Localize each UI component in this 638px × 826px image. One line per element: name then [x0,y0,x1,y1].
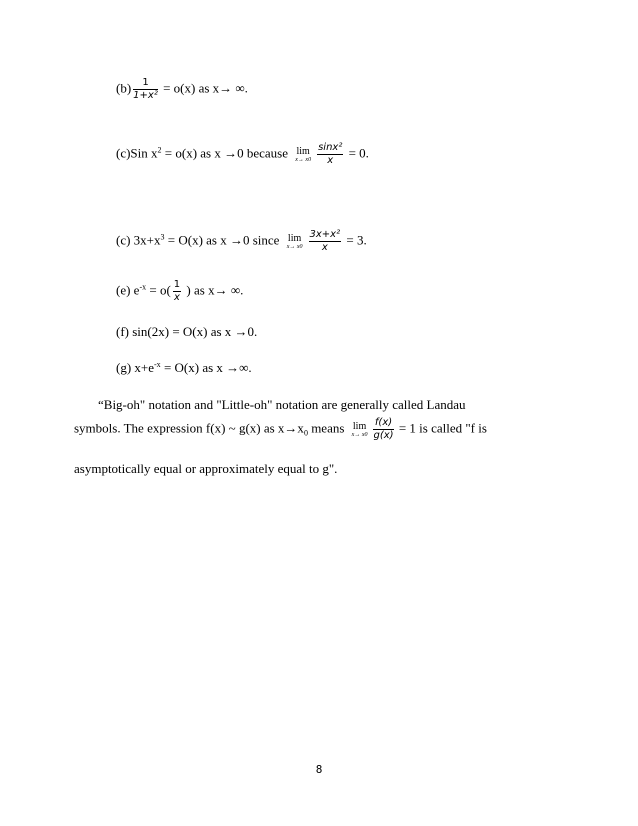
item-e-frac-den: x [174,292,180,303]
item-c1-rest: = o(x) as x →0 because [161,145,292,161]
paragraph-line-1-text: “Big-oh" notation and "Little-oh" notation are generally called Landau [98,397,466,412]
paragraph-frac-num: f(x) [374,417,393,428]
item-c2-fraction [309,230,342,253]
item-b-label: (b) [116,80,132,96]
paragraph-line-3 [74,462,554,475]
paragraph-line-2-a: symbols. The expression f(x) ~ g(x) as x→x [74,420,304,436]
item-f-text: (f) sin(2x) = O(x) as x →0. [116,324,258,339]
item-c2-rest: = O(x) as x →0 since [164,232,283,248]
paragraph-line-2 [74,418,554,441]
item-c2-lim-sub: x→ x0 [286,243,303,250]
item-c2-lim-word: lim [287,232,302,244]
item-f [116,325,257,338]
item-g-rest: = O(x) as x →∞. [160,360,252,375]
paragraph-line-2-c: = 1 is called "f is [395,420,487,436]
item-c2-frac-num: 3x+x² [309,229,341,240]
item-c1 [116,143,369,166]
item-e-sup: -x [139,282,147,292]
item-c2-sup: 3 [160,232,165,242]
paragraph-line-3-text: asymptotically equal or approximately equal to g". [74,461,338,476]
item-c2 [116,230,367,253]
item-c1-sup: 2 [157,145,162,155]
item-b-frac-den: 1+x² [133,90,158,101]
item-e-rest: ) as x→ ∞. [183,282,244,298]
item-b-rest: = o(x) as x→ ∞. [159,80,248,96]
item-c1-limit [295,146,311,164]
item-e [116,280,243,303]
paragraph-fraction [373,418,393,441]
item-c2-limit [287,233,303,251]
item-b-fraction [133,78,158,101]
item-g-label: (g) x+e [116,360,155,375]
paragraph-lim-word: lim [352,420,367,432]
item-c1-lim-word: lim [296,145,310,157]
item-c1-tail: = 0. [345,145,369,161]
item-b-frac-num: 1 [133,78,158,90]
item-c1-lim-sub: x→ x0 [295,156,312,163]
item-e-frac-num: 1 [173,279,181,290]
item-b [116,78,248,101]
item-e-label: (e) e [116,282,140,298]
item-c2-frac-den: x [321,242,328,253]
paragraph-lim-sub: x→ x0 [351,431,368,438]
item-e-mid: = o( [146,282,171,298]
paragraph-limit [352,421,368,439]
item-c2-label: (c) 3x+x [116,232,161,248]
page-number: 8 [315,763,323,776]
item-g [116,361,252,374]
paragraph-line-1 [98,398,578,411]
paragraph-line-2-sub: 0 [303,428,308,438]
item-g-sup: -x [154,360,161,369]
item-e-fraction [173,280,181,303]
item-c1-frac-den: x [327,155,334,166]
item-c1-frac-num: sinx² [318,142,343,153]
paragraph-line-2-b: means [307,420,348,436]
paragraph-frac-den: g(x) [373,430,394,441]
item-c2-tail: = 3. [343,232,367,248]
item-c1-label: (c)Sin x [116,145,158,161]
item-c1-fraction [317,143,343,166]
